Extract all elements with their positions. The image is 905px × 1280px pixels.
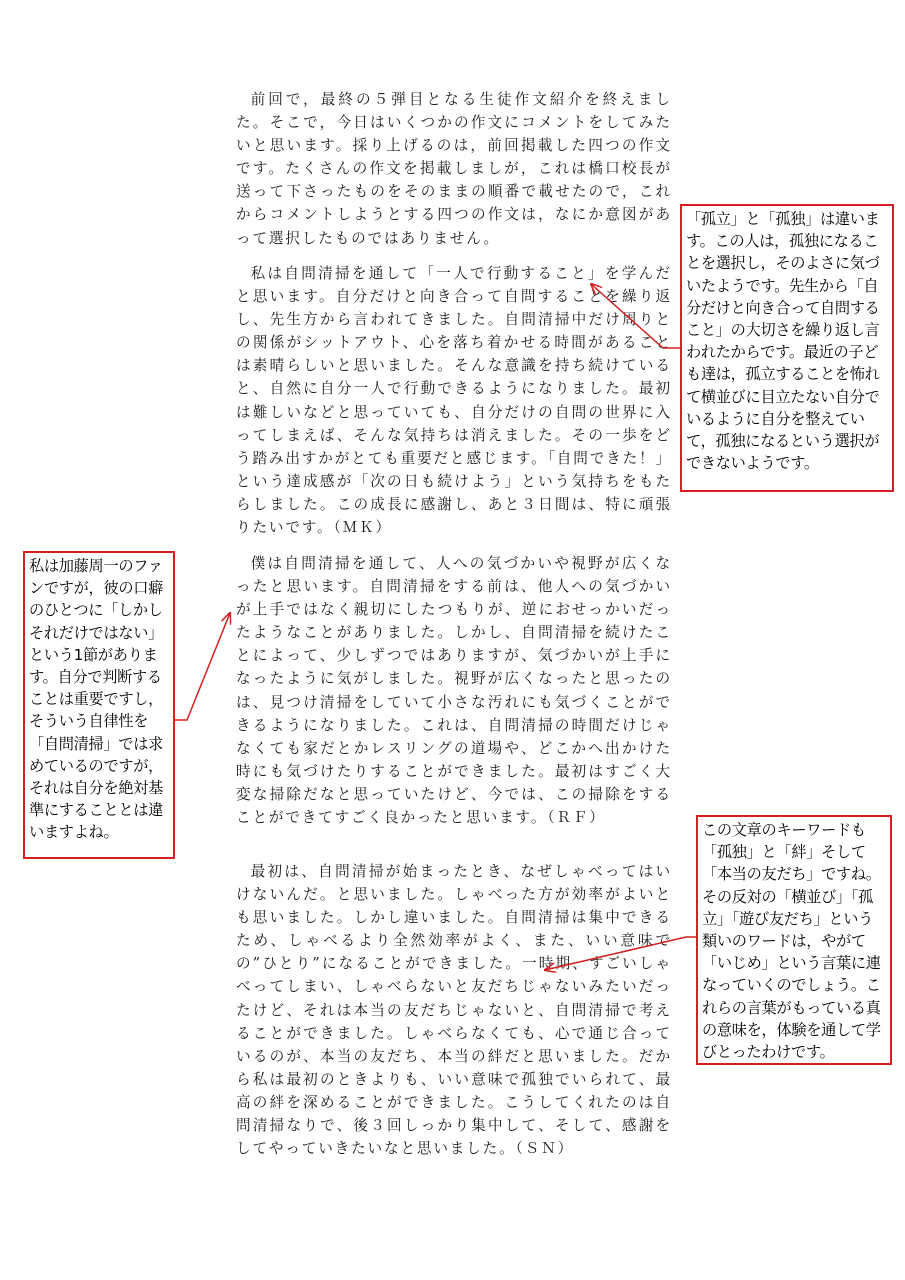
annotation-box-isolation: 「孤立」と「孤独」は違います。この人は，孤独になることを選択し，そのよさに気づいたようです。先生から「自分だけと向き合って自問すること」の大切さを繰り返し言われたからです。最近の子ども達は，孤立することを怖れて横並びに目立たない自分でいるように自分を整えていて，孤独になるという選択ができないようです。 <box>680 204 894 492</box>
essay-rf-paragraph: 僕は自問清掃を通して、人への気づかいや視野が広くなったと思います。自問清掃をする前は、他人への気づかいが上手ではなく親切にしたつもりが、逆におせっかいだったようなことがありました。しかし、自問清掃を続けたことによって、少しずつではありますが、気づかいが上手になったように気がしました。視野が広くなったと思ったのは、見つけ清掃をしていて小さな汚れにも気づくことができるようになりました。これは、自問清掃の時間だけじゃなくても家だとかレスリングの道場や、どこかへ出かけた時にも気づけたりすることができました。最初はすごく大変な掃除だなと思っていたけど、今では、この掃除をすることができてすごく良かったと思います。（ＲＦ） <box>236 555 672 827</box>
annotation-box-kato-shuichi: 私は加藤周一のファンですが，彼の口癖のひとつに「しかしそれだけではない」という1節があります。自分で判断することは重要ですし，そういう自律性を「自問清掃」では求めているのですが，それは自分を絶対基準にすることとは違いますよね。 <box>23 551 175 859</box>
annotation-box-keywords: この文章のキーワードも「孤独」と「絆」そして「本当の友だち」ですね。その反対の「横並び」「孤立」「遊び友だち」という類いのワードは，やがて「いじめ」という言葉に連なっていくのでしょう。これらの言葉がもっている真の意味を，体験を通して学びとったわけです。 <box>696 815 892 1065</box>
essay-mk-paragraph: 私は自問清掃を通して「一人で行動すること」を学んだと思います。自分だけと向き合って自問することを繰り返し、先生方から言われてきました。自問清掃中だけ周りとの関係がシットアウト、心を落ち着かせる時間があることは素晴らしいと思いました。そんな意識を持ち続けていると、自然に自分一人で行動できるようになりました。最初は難しいなどと思っていても、自分だけの自問の世界に入ってしまえば、そんな気持ちは消えました。その一歩をどう踏み出すかがとても重要だと感じます。「自問できた！」という達成感が「次の日も続けよう」という気持ちをもたらしました。この成長に感謝し、あと３日間は、特に頑張りたいです。（ＭＫ） <box>236 265 672 537</box>
arrow-to-essay-rf <box>175 613 230 720</box>
essay-sn-paragraph: 最初は、自問清掃が始まったとき、なぜしゃべってはいけないんだ。と思いました。しゃべった方が効率がよいとも思いました。しかし違いました。自問清掃は集中できるため、しゃべるより全然効率がよく、また、いい意味での”ひとり”になることができました。一時期、すごいしゃべってしまい、しゃべらないと友だちじゃないみたいだったけど、それは本当の友だちじゃないと、自問清掃で考えることができました。しゃべらなくても、心で通じ合っているのが、本当の友だち、本当の絆だと思いました。だから私は最初のときよりも、いい意味で孤独でいられて、最高の絆を深めることができました。こうしてくれたのは自問清掃なりで、後３回しっかり集中して、そして、感謝をしてやっていきたいなと思いました。（ＳＮ） <box>236 863 672 1158</box>
intro-paragraph: 前回で，最終の５弾目となる生徒作文紹介を終えました。そこで，今日はいくつかの作文にコメントをしてみたいと思います。採り上げるのは，前回掲載した四つの作文です。たくさんの作文を掲載しましが，これは橋口校長が送って下さったものをそのままの順番で載せたので，これからコメントしようとする四つの作文は，なにか意図があって選択したものではありません。 <box>236 91 672 247</box>
